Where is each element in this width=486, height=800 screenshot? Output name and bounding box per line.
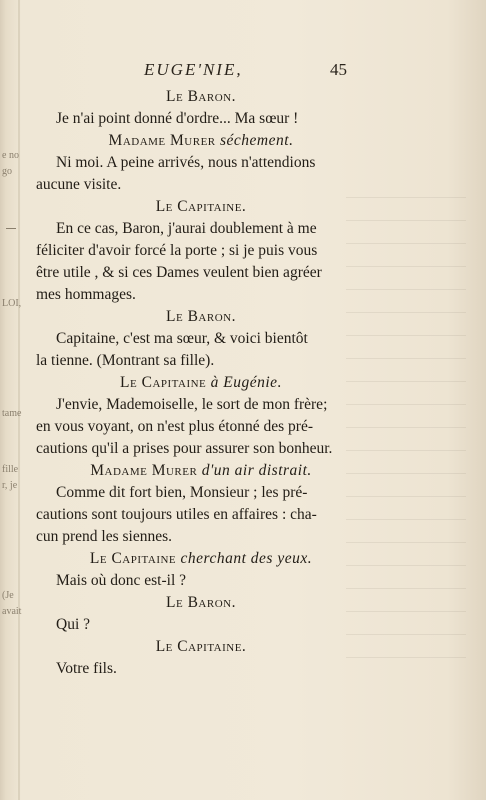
dialogue-line: féliciter d'avoir forcé la porte ; si je puis vous bbox=[36, 242, 318, 259]
speaker-heading bbox=[36, 196, 366, 218]
stage-direction: cherchant des yeux. bbox=[180, 550, 313, 567]
dialogue-line: être utile , & si ces Dames veulent bien agréer bbox=[36, 264, 322, 281]
facing-page-fragment: (Je bbox=[2, 590, 14, 601]
page-gutter bbox=[18, 0, 20, 800]
speaker-name: Madame Murer bbox=[108, 132, 216, 149]
speaker-name: Le Capitaine. bbox=[155, 198, 247, 215]
speaker-name: Madame Murer bbox=[90, 462, 198, 479]
dialogue-line: Comme dit fort bien, Monsieur ; les pré- bbox=[56, 484, 308, 501]
speaker-heading bbox=[36, 460, 366, 482]
speaker-heading bbox=[36, 306, 366, 328]
speaker-name: Le Capitaine bbox=[89, 550, 177, 567]
facing-page-rule bbox=[6, 228, 16, 229]
facing-page-fragment: r, je bbox=[2, 480, 18, 491]
facing-page-fragment: fille bbox=[2, 464, 19, 475]
speaker-heading bbox=[36, 548, 366, 570]
running-head bbox=[0, 60, 486, 86]
facing-page-fragment: e no bbox=[2, 150, 19, 161]
dialogue-line: mes hommages. bbox=[36, 286, 136, 303]
dialogue-line: aucune visite. bbox=[36, 176, 122, 193]
stage-direction: à Eugénie. bbox=[210, 374, 282, 391]
stage-direction: d'un air distrait. bbox=[201, 462, 312, 479]
dialogue-line: Qui ? bbox=[56, 616, 91, 633]
dialogue-line: Je n'ai point donné d'ordre... Ma sœur ! bbox=[56, 110, 299, 127]
speaker-heading bbox=[36, 592, 366, 614]
dialogue-line: cautions qu'il a prises pour assurer son bonheur. bbox=[36, 440, 333, 457]
speaker-name: Le Capitaine bbox=[120, 374, 207, 391]
dialogue-line: cautions sont toujours utiles en affaires : cha- bbox=[36, 506, 317, 523]
dialogue-line: Mais où donc est-il ? bbox=[56, 572, 187, 589]
facing-page-fragment: avait bbox=[2, 606, 22, 617]
stage-direction: séchement. bbox=[220, 132, 294, 149]
speaker-name: Le Baron. bbox=[166, 594, 236, 611]
speaker-heading bbox=[36, 86, 366, 108]
running-head-title: EUGE'NIE, bbox=[144, 60, 243, 79]
dialogue-line: J'envie, Mademoiselle, le sort de mon frère; bbox=[56, 396, 328, 413]
facing-page-fragment: LOI, bbox=[2, 298, 22, 309]
page-number: 45 bbox=[330, 60, 347, 79]
dialogue-line: cun prend les siennes. bbox=[36, 528, 173, 545]
facing-page-fragment: tame bbox=[2, 408, 22, 419]
speaker-heading bbox=[36, 372, 366, 394]
dialogue-text bbox=[36, 86, 366, 680]
dialogue-line: En ce cas, Baron, j'aurai doublement à me bbox=[56, 220, 317, 237]
speaker-name: Le Baron. bbox=[166, 88, 236, 105]
dialogue-line: Capitaine, c'est ma sœur, & voici bientôt bbox=[56, 330, 308, 347]
dialogue-line: Votre fils. bbox=[56, 660, 117, 677]
dialogue-line: en vous voyant, on n'est plus étonné des pré- bbox=[36, 418, 314, 435]
speaker-name: Le Capitaine. bbox=[155, 638, 247, 655]
dialogue-line: Ni moi. A peine arrivés, nous n'attendions bbox=[56, 154, 316, 171]
speaker-name: Le Baron. bbox=[166, 308, 236, 325]
dialogue-line: la tienne. (Montrant sa fille). bbox=[36, 352, 215, 369]
facing-page-fragment: go bbox=[2, 166, 12, 177]
speaker-heading bbox=[36, 636, 366, 658]
speaker-heading bbox=[36, 130, 366, 152]
